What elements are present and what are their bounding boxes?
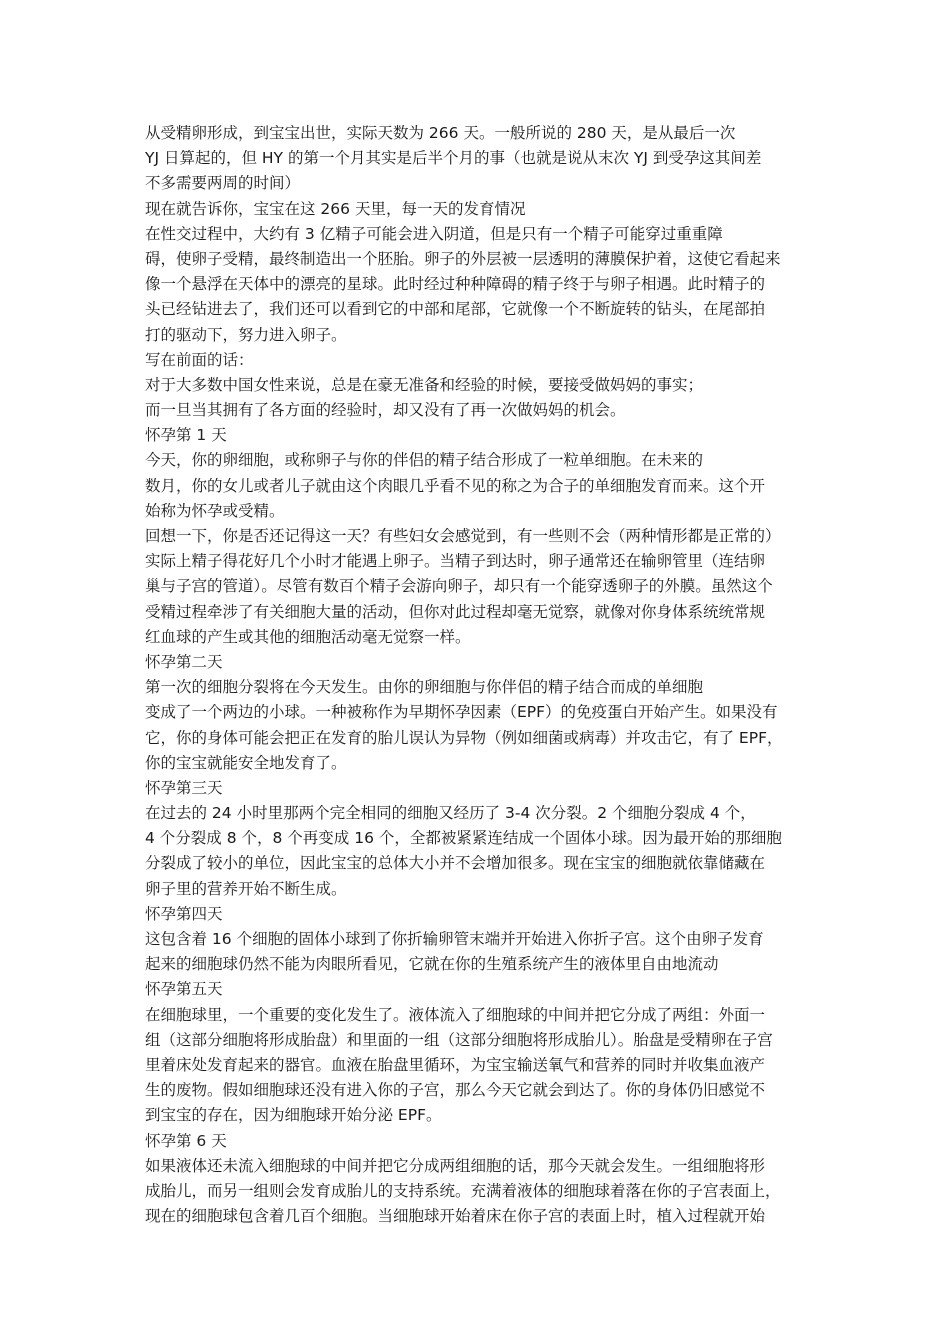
text-line: 这包含着 16 个细胞的固体小球到了你折输卵管末端并开始进入你折子宫。这个由卵子发育 [145, 930, 764, 948]
text-line: 现在的细胞球包含着几百个细胞。当细胞球开始着床在你子宫的表面上时，植入过程就开始 [145, 1207, 766, 1226]
text-line: 生的废物。假如细胞球还没有进入你的子宫，那么今天它就会到达了。你的身体仍旧感觉不 [145, 1081, 766, 1100]
text-line: 数月，你的女儿或者儿子就由这个肉眼几乎看不见的称之为合子的单细胞发育而来。这个开 [145, 476, 766, 495]
text-line: 不多需要两周的时间） [145, 174, 301, 193]
text-line: 如果液体还未流入细胞球的中间并把它分成两组细胞的话，那今天就会发生。一组细胞将形 [145, 1156, 766, 1175]
section-heading: 怀孕第 1 天 [145, 426, 227, 445]
text-line: 在过去的 24 小时里那两个完全相同的细胞又经历了 3-4 次分裂。2 个细胞分裂成 4 个， [145, 804, 756, 823]
text-line: 在细胞球里，一个重要的变化发生了。液体流入了细胞球的中间并把它分成了两组：外面一 [145, 1005, 766, 1024]
section-heading: 怀孕第 6 天 [145, 1131, 227, 1150]
text-line: 受精过程牵涉了有关细胞大量的活动，但你对此过程却毫无觉察，就像对你身体系统统常规 [145, 602, 766, 621]
section-heading: 怀孕第五天 [145, 980, 223, 999]
text-line: 分裂成了较小的单位，因此宝宝的总体大小并不会增加很多。现在宝宝的细胞就依靠储藏在 [145, 854, 766, 873]
text-line: 起来的细胞球仍然不能为肉眼所看见，它就在你的生殖系统产生的液体里自由地流动 [145, 955, 719, 974]
text-line: 从受精卵形成，到宝宝出世，实际天数为 266 天。一般所说的 280 天，是从最后一次 [145, 124, 736, 142]
text-line: 到宝宝的存在，因为细胞球开始分泌 EPF。 [145, 1106, 442, 1125]
text-line: 巢与子宫的管道）。尽管有数百个精子会游向卵子，却只有一个能穿透卵子的外膜。虽然这个 [145, 577, 773, 596]
text-line: 头已经钻进去了，我们还可以看到它的中部和尾部，它就像一个不断旋转的钻头，在尾部拍 [145, 300, 766, 319]
text-line: 变成了一个两边的小球。一种被称作为早期怀孕因素（EPF）的免疫蛋白开始产生。如果没有 [145, 703, 778, 722]
text-line: 现在就告诉你，宝宝在这 266 天里，每一天的发育情况 [145, 199, 526, 218]
text-line: 4 个分裂成 8 个，8 个再变成 16 个，全都被紧紧连结成一个固体小球。因为最开始的那细胞 [145, 829, 782, 848]
text-line: 始称为怀孕或受精。 [145, 501, 285, 520]
section-heading: 写在前面的话： [145, 350, 254, 369]
text-line: 实际上精子得花好几个小时才能遇上卵子。当精子到达时，卵子通常还在输卵管里（连结卵 [145, 552, 766, 571]
section-heading: 怀孕第二天 [145, 652, 223, 671]
text-line: YJ 日算起的，但 HY 的第一个月其实是后半个月的事（也就是说从末次 YJ 到受孕这其间差 [145, 149, 762, 168]
text-line: 像一个悬浮在天体中的漂亮的星球。此时经过种种障碍的精子终于与卵子相遇。此时精子的 [145, 275, 766, 294]
document-body [145, 121, 825, 1229]
text-line: 它，你的身体可能会把正在发育的胎儿误认为异物（例如细菌或病毒）并攻击它，有了 EPF， [145, 728, 783, 747]
text-line: 回想一下，你是否还记得这一天？有些妇女会感觉到，有一些则不会（两种情形都是正常的） [145, 527, 781, 545]
text-line: 今天，你的卵细胞，或称卵子与你的伴侣的精子结合形成了一粒单细胞。在未来的 [145, 451, 704, 470]
text-line: 组（这部分细胞将形成胎盘）和里面的一组（这部分细胞将形成胎儿）。胎盘是受精卵在子宫 [145, 1030, 773, 1049]
text-line: 第一次的细胞分裂将在今天发生。由你的卵细胞与你伴侣的精子结合而成的单细胞 [145, 678, 704, 697]
section-heading: 怀孕第四天 [145, 904, 223, 923]
text-line: 里着床处发育起来的器官。血液在胎盘里循环，为宝宝输送氧气和营养的同时并收集血液产 [145, 1055, 766, 1074]
text-line: 你的宝宝就能安全地发育了。 [145, 753, 347, 772]
text-line: 卵子里的营养开始不断生成。 [145, 879, 347, 898]
text-line: 碍，使卵子受精，最终制造出一个胚胎。卵子的外层被一层透明的薄膜保护着，这使它看起来 [145, 249, 781, 268]
section-heading: 怀孕第三天 [145, 778, 223, 797]
text-line: 成胎儿，而另一组则会发育成胎儿的支持系统。充满着液体的细胞球着落在你的子宫表面上， [145, 1181, 781, 1200]
text-line: 红血球的产生或其他的细胞活动毫无觉察一样。 [145, 627, 471, 646]
text-line: 在性交过程中，大约有 3 亿精子可能会进入阴道，但是只有一个精子可能穿过重重障 [145, 224, 723, 243]
text-line: 打的驱动下，努力进入卵子。 [145, 325, 347, 344]
text-line: 对于大多数中国女性来说，总是在豪无准备和经验的时候，要接受做妈妈的事实； [145, 375, 704, 394]
text-line: 而一旦当其拥有了各方面的经验时，却又没有了再一次做妈妈的机会。 [145, 401, 626, 420]
